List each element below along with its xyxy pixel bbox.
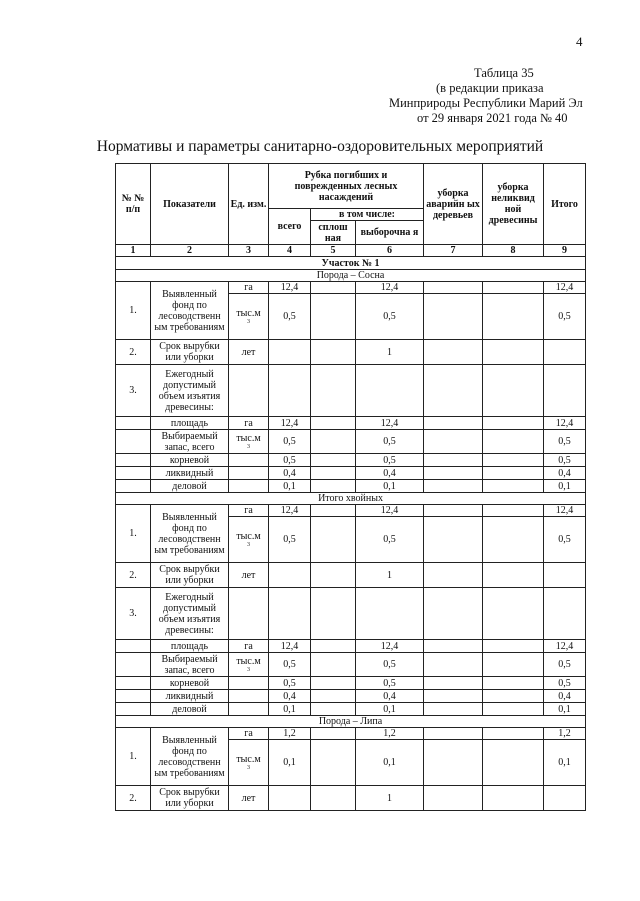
value-itog <box>544 786 586 811</box>
value-nonliquid <box>483 703 544 716</box>
value-nonliquid <box>483 505 544 517</box>
col-selective-header: выборочна я <box>356 221 424 245</box>
indicator-label: корневой <box>151 677 229 690</box>
value-clear <box>311 454 356 467</box>
indicator-label: Срок вырубки или уборки <box>151 563 229 588</box>
value-itog: 0,1 <box>544 740 586 786</box>
table-row <box>116 282 586 294</box>
value-nonliquid <box>483 728 544 740</box>
value-emergency <box>424 417 483 430</box>
unit-text: тыс.м <box>236 308 261 319</box>
value-selective: 0,5 <box>356 430 424 454</box>
value-itog <box>544 563 586 588</box>
unit-cell <box>229 640 269 653</box>
value-clear <box>311 505 356 517</box>
value-nonliquid <box>483 417 544 430</box>
empty-cell <box>544 588 586 640</box>
value-total: 0,1 <box>269 703 311 716</box>
row-number: 2. <box>116 563 151 588</box>
value-clear <box>311 703 356 716</box>
col-felling-header: Рубка погибших и поврежденных лесных насаждений <box>269 164 424 209</box>
value-itog: 0,4 <box>544 467 586 480</box>
row-number: 2. <box>116 786 151 811</box>
row-number <box>116 454 151 467</box>
section-title: Участок № 1 <box>116 257 586 270</box>
value-clear <box>311 640 356 653</box>
value-nonliquid <box>483 677 544 690</box>
value-nonliquid <box>483 467 544 480</box>
value-emergency <box>424 467 483 480</box>
empty-cell <box>311 365 356 417</box>
value-clear <box>311 677 356 690</box>
row-number: 1. <box>116 728 151 786</box>
col-indicators-header: Показатели <box>151 164 229 245</box>
page-title: Нормативы и параметры санитарно-оздоровительных мероприятий <box>96 138 544 155</box>
value-total: 0,1 <box>269 480 311 493</box>
indicator-label: деловой <box>151 703 229 716</box>
value-clear <box>311 480 356 493</box>
value-emergency <box>424 740 483 786</box>
value-itog <box>544 340 586 365</box>
value-itog: 0,5 <box>544 454 586 467</box>
unit-cell <box>229 480 269 493</box>
norms-table <box>115 163 586 811</box>
value-total: 0,1 <box>269 740 311 786</box>
unit-cell <box>229 505 269 517</box>
unit-superscript: 3 <box>247 542 250 548</box>
value-clear <box>311 653 356 677</box>
unit-text: тыс.м <box>236 754 261 765</box>
value-itog: 0,5 <box>544 517 586 563</box>
unit-text: га <box>244 417 253 429</box>
column-numbers-row <box>116 245 586 257</box>
unit-cell <box>229 282 269 294</box>
block-heading-row <box>116 493 586 505</box>
table-row <box>116 365 586 417</box>
value-clear <box>311 786 356 811</box>
indicator-label: Выявленный фонд по лесоводственн ым требованиям <box>151 282 229 340</box>
value-itog: 12,4 <box>544 417 586 430</box>
value-clear <box>311 517 356 563</box>
value-emergency <box>424 563 483 588</box>
row-number: 3. <box>116 588 151 640</box>
ministry-name: Минприроды Республики Марий Эл <box>389 96 583 110</box>
value-selective: 12,4 <box>356 282 424 294</box>
column-number: 2 <box>151 245 229 257</box>
value-nonliquid <box>483 517 544 563</box>
empty-cell <box>356 588 424 640</box>
unit-cell <box>229 786 269 811</box>
empty-cell <box>269 365 311 417</box>
block-heading: Порода – Сосна <box>116 270 586 282</box>
value-nonliquid <box>483 480 544 493</box>
unit-superscript: 3 <box>247 319 250 325</box>
value-selective: 1 <box>356 563 424 588</box>
value-itog: 0,5 <box>544 294 586 340</box>
value-emergency <box>424 690 483 703</box>
value-total: 12,4 <box>269 640 311 653</box>
column-number: 6 <box>356 245 424 257</box>
value-emergency <box>424 517 483 563</box>
column-number: 5 <box>311 245 356 257</box>
unit-cell <box>229 563 269 588</box>
block-heading-row <box>116 270 586 282</box>
row-number <box>116 690 151 703</box>
value-selective: 1 <box>356 340 424 365</box>
value-emergency <box>424 454 483 467</box>
value-itog: 0,1 <box>544 480 586 493</box>
value-total: 0,5 <box>269 294 311 340</box>
unit-text: лет <box>241 569 256 581</box>
value-selective: 1,2 <box>356 728 424 740</box>
col-clear-header: сплош ная <box>311 221 356 245</box>
value-total: 0,5 <box>269 653 311 677</box>
value-selective: 0,1 <box>356 703 424 716</box>
value-nonliquid <box>483 563 544 588</box>
value-emergency <box>424 430 483 454</box>
value-nonliquid <box>483 740 544 786</box>
unit-cell <box>229 677 269 690</box>
table-row <box>116 653 586 677</box>
table-row <box>116 703 586 716</box>
indicator-label: Выявленный фонд по лесоводственн ым требованиям <box>151 505 229 563</box>
empty-cell <box>483 365 544 417</box>
table-row <box>116 430 586 454</box>
unit-cell <box>229 430 269 454</box>
empty-cell <box>229 588 269 640</box>
value-emergency <box>424 640 483 653</box>
value-total: 1,2 <box>269 728 311 740</box>
col-including-header: в том числе: <box>311 209 424 221</box>
indicator-label: Выявленный фонд по лесоводственн ым требованиям <box>151 728 229 786</box>
value-itog: 0,5 <box>544 430 586 454</box>
value-total: 0,5 <box>269 454 311 467</box>
value-total: 0,5 <box>269 517 311 563</box>
value-total <box>269 786 311 811</box>
indicator-label: Выбираемый запас, всего <box>151 653 229 677</box>
value-itog: 12,4 <box>544 640 586 653</box>
empty-cell <box>544 365 586 417</box>
value-selective: 12,4 <box>356 640 424 653</box>
value-clear <box>311 294 356 340</box>
value-nonliquid <box>483 294 544 340</box>
row-number <box>116 480 151 493</box>
value-emergency <box>424 677 483 690</box>
table-row <box>116 505 586 517</box>
value-nonliquid <box>483 430 544 454</box>
unit-cell <box>229 740 269 786</box>
value-selective: 1 <box>356 786 424 811</box>
value-selective: 0,5 <box>356 517 424 563</box>
unit-cell <box>229 417 269 430</box>
indicator-label: Срок вырубки или уборки <box>151 340 229 365</box>
value-itog: 0,1 <box>544 703 586 716</box>
col-nonliquid-header: уборка неликвид ной древесины <box>483 164 544 245</box>
value-nonliquid <box>483 340 544 365</box>
section-row <box>116 257 586 270</box>
col-all-header: всего <box>269 209 311 245</box>
row-number <box>116 417 151 430</box>
col-unit-header: Ед. изм. <box>229 164 269 245</box>
value-nonliquid <box>483 282 544 294</box>
table-row <box>116 454 586 467</box>
value-emergency <box>424 786 483 811</box>
row-number: 1. <box>116 505 151 563</box>
row-number <box>116 677 151 690</box>
table-row <box>116 563 586 588</box>
value-itog: 1,2 <box>544 728 586 740</box>
value-nonliquid <box>483 640 544 653</box>
value-clear <box>311 417 356 430</box>
value-clear <box>311 728 356 740</box>
table-row <box>116 417 586 430</box>
table-row <box>116 640 586 653</box>
col-total-header: Итого <box>544 164 586 245</box>
value-selective: 0,1 <box>356 480 424 493</box>
row-number <box>116 430 151 454</box>
indicator-label: площадь <box>151 417 229 430</box>
table-number: Таблица 35 <box>474 66 534 80</box>
value-nonliquid <box>483 454 544 467</box>
unit-text: га <box>244 505 253 516</box>
value-clear <box>311 690 356 703</box>
empty-cell <box>356 365 424 417</box>
row-number <box>116 640 151 653</box>
value-selective: 0,1 <box>356 740 424 786</box>
column-number: 3 <box>229 245 269 257</box>
empty-cell <box>269 588 311 640</box>
column-number: 8 <box>483 245 544 257</box>
value-selective: 0,4 <box>356 690 424 703</box>
value-selective: 12,4 <box>356 417 424 430</box>
empty-cell <box>483 588 544 640</box>
row-number <box>116 653 151 677</box>
value-total: 0,4 <box>269 690 311 703</box>
column-number: 1 <box>116 245 151 257</box>
unit-cell <box>229 454 269 467</box>
table-row <box>116 467 586 480</box>
row-number: 3. <box>116 365 151 417</box>
table-row <box>116 728 586 740</box>
unit-superscript: 3 <box>247 444 250 450</box>
unit-cell <box>229 703 269 716</box>
indicator-label: Выбираемый запас, всего <box>151 430 229 454</box>
indicator-label: Ежегодный допустимый объем изъятия древесины: <box>151 365 229 417</box>
column-number: 4 <box>269 245 311 257</box>
table-row <box>116 786 586 811</box>
indicator-label: ликвидный <box>151 467 229 480</box>
value-emergency <box>424 653 483 677</box>
indicator-label: корневой <box>151 454 229 467</box>
table-row <box>116 690 586 703</box>
table-row <box>116 677 586 690</box>
unit-cell <box>229 728 269 740</box>
col-emergency-header: уборка аварийн ых деревьев <box>424 164 483 245</box>
unit-superscript: 3 <box>247 667 250 673</box>
table-row <box>116 340 586 365</box>
value-total: 12,4 <box>269 417 311 430</box>
header-row-1 <box>116 164 586 209</box>
row-number: 2. <box>116 340 151 365</box>
col-num-header: № № п/п <box>116 164 151 245</box>
value-total: 12,4 <box>269 282 311 294</box>
page-number: 4 <box>576 34 583 49</box>
order-date: от 29 января 2021 года № 40 <box>417 111 568 125</box>
row-number: 1. <box>116 282 151 340</box>
unit-cell <box>229 294 269 340</box>
unit-cell <box>229 467 269 480</box>
indicator-label: Срок вырубки или уборки <box>151 786 229 811</box>
value-clear <box>311 430 356 454</box>
block-heading-row <box>116 716 586 728</box>
value-nonliquid <box>483 653 544 677</box>
edition-note: (в редакции приказа <box>436 81 544 95</box>
value-selective: 0,5 <box>356 454 424 467</box>
empty-cell <box>424 365 483 417</box>
value-selective: 12,4 <box>356 505 424 517</box>
value-emergency <box>424 703 483 716</box>
value-clear <box>311 467 356 480</box>
value-itog: 0,4 <box>544 690 586 703</box>
value-selective: 0,4 <box>356 467 424 480</box>
row-number <box>116 703 151 716</box>
value-itog: 0,5 <box>544 653 586 677</box>
value-emergency <box>424 728 483 740</box>
indicator-label: деловой <box>151 480 229 493</box>
indicator-label: ликвидный <box>151 690 229 703</box>
value-total: 12,4 <box>269 505 311 517</box>
value-selective: 0,5 <box>356 294 424 340</box>
value-total: 0,5 <box>269 430 311 454</box>
unit-text: га <box>244 728 253 739</box>
value-emergency <box>424 282 483 294</box>
value-total: 0,4 <box>269 467 311 480</box>
row-number <box>116 467 151 480</box>
value-total: 0,5 <box>269 677 311 690</box>
unit-text: лет <box>241 346 256 358</box>
unit-cell <box>229 690 269 703</box>
indicator-label: Ежегодный допустимый объем изъятия древесины: <box>151 588 229 640</box>
table-row <box>116 588 586 640</box>
empty-cell <box>229 365 269 417</box>
unit-text: тыс.м <box>236 433 261 444</box>
value-itog: 12,4 <box>544 505 586 517</box>
unit-text: лет <box>241 792 256 804</box>
empty-cell <box>311 588 356 640</box>
unit-text: га <box>244 282 253 293</box>
block-heading: Порода – Липа <box>116 716 586 728</box>
value-nonliquid <box>483 690 544 703</box>
value-nonliquid <box>483 786 544 811</box>
block-heading: Итого хвойных <box>116 493 586 505</box>
value-clear <box>311 340 356 365</box>
value-emergency <box>424 340 483 365</box>
indicator-label: площадь <box>151 640 229 653</box>
unit-cell <box>229 653 269 677</box>
value-clear <box>311 563 356 588</box>
value-itog: 12,4 <box>544 282 586 294</box>
value-emergency <box>424 294 483 340</box>
value-clear <box>311 740 356 786</box>
unit-cell <box>229 340 269 365</box>
value-total <box>269 563 311 588</box>
value-clear <box>311 282 356 294</box>
unit-text: тыс.м <box>236 531 261 542</box>
value-itog: 0,5 <box>544 677 586 690</box>
unit-superscript: 3 <box>247 765 250 771</box>
table-row <box>116 480 586 493</box>
value-selective: 0,5 <box>356 653 424 677</box>
unit-text: га <box>244 640 253 652</box>
column-number: 9 <box>544 245 586 257</box>
value-selective: 0,5 <box>356 677 424 690</box>
column-number: 7 <box>424 245 483 257</box>
value-total <box>269 340 311 365</box>
empty-cell <box>424 588 483 640</box>
unit-cell <box>229 517 269 563</box>
value-emergency <box>424 505 483 517</box>
value-emergency <box>424 480 483 493</box>
unit-text: тыс.м <box>236 656 261 667</box>
